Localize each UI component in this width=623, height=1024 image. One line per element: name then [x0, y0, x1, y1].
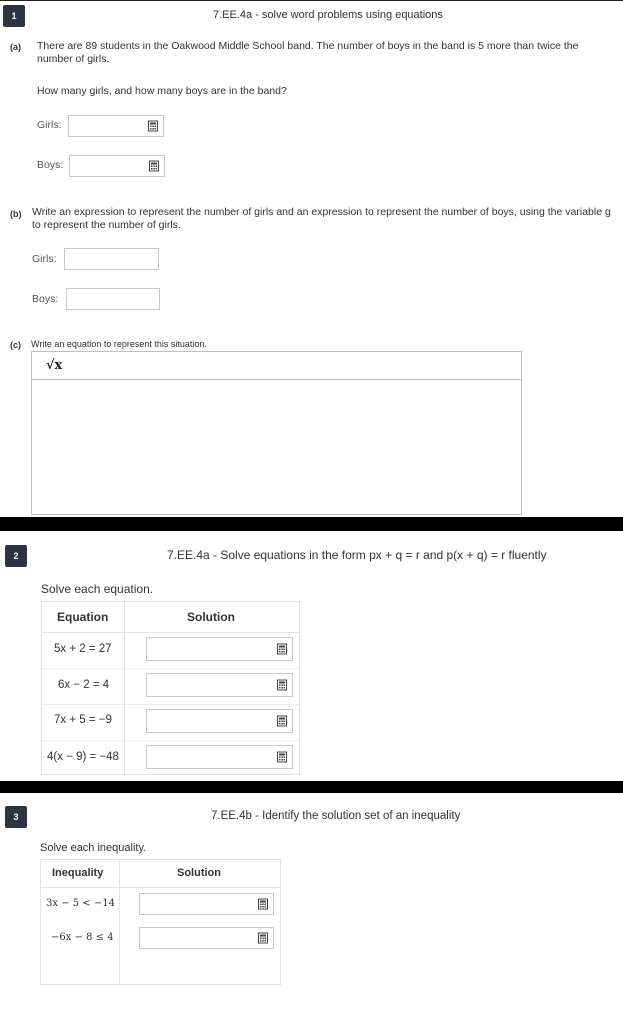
top-rule: [0, 0, 623, 1]
solution-input[interactable]: [139, 927, 274, 949]
column-header-solution: Solution: [177, 867, 221, 879]
square-root-icon[interactable]: √x: [46, 358, 63, 373]
equation-editor: [31, 351, 522, 515]
boys-label: Boys:: [37, 159, 64, 171]
part-b-label: (b): [10, 209, 22, 219]
calculator-icon[interactable]: [277, 752, 287, 763]
part-a-text: There are 89 students in the Oakwood Middle School band. The number of boys in the band is 5 more than twice the number of girls.: [37, 40, 579, 65]
girls-expression-input[interactable]: [64, 248, 159, 270]
part-a-label: (a): [10, 42, 21, 52]
table-header-divider: [41, 632, 300, 633]
table-row-divider: [41, 740, 300, 741]
girls-answer-input[interactable]: [68, 115, 164, 137]
editor-toolbar: [32, 352, 521, 380]
solution-input[interactable]: [146, 709, 293, 733]
girls-label: Girls:: [37, 119, 62, 131]
equation-answer-area[interactable]: [32, 381, 521, 514]
question-number-badge: 2: [5, 545, 27, 567]
boys-expression-input[interactable]: [66, 288, 160, 310]
solution-input[interactable]: [146, 673, 293, 697]
table-row-divider: [41, 704, 300, 705]
girls-expression-label: Girls:: [32, 253, 57, 265]
table-column-divider: [119, 859, 120, 985]
question-prompt: Solve each equation.: [41, 582, 154, 596]
column-header-solution: Solution: [187, 610, 235, 624]
standard-title: 7.EE.4b - Identify the solution set of an inequality: [211, 810, 461, 822]
section-divider: [0, 517, 623, 531]
solution-input[interactable]: [146, 637, 293, 661]
question-prompt: Solve each inequality.: [40, 842, 147, 854]
question-number-badge: 1: [3, 5, 25, 27]
table-row-divider: [41, 668, 300, 669]
column-header-equation: Equation: [57, 610, 109, 624]
inequality-cell: −6x − 8 ≤ 4: [51, 932, 114, 943]
part-c-label: (c): [10, 340, 21, 350]
equation-cell: 6x − 2 = 4: [58, 679, 110, 691]
boys-expression-label: Boys:: [32, 293, 59, 305]
calculator-icon[interactable]: [148, 121, 158, 132]
solution-input[interactable]: [146, 745, 293, 769]
equation-cell: 4(x − 9) = −48: [47, 751, 119, 763]
standard-title: 7.EE.4a - solve word problems using equations: [213, 9, 443, 21]
section-divider: [0, 781, 623, 793]
part-c-text: Write an equation to represent this situation.: [31, 339, 207, 349]
solution-input[interactable]: [139, 893, 274, 915]
part-a-question: How many girls, and how many boys are in the band?: [37, 85, 287, 97]
boys-answer-input[interactable]: [69, 155, 165, 177]
column-header-inequality: Inequality: [52, 867, 104, 879]
standard-title: 7.EE.4a - Solve equations in the form px + q = r and p(x + q) = r fluently: [167, 548, 547, 562]
calculator-icon[interactable]: [277, 716, 287, 727]
equation-cell: 5x + 2 = 27: [54, 643, 112, 655]
calculator-icon[interactable]: [258, 933, 268, 944]
table-column-divider: [124, 601, 125, 775]
calculator-icon[interactable]: [277, 680, 287, 691]
calculator-icon[interactable]: [277, 644, 287, 655]
calculator-icon[interactable]: [149, 161, 159, 172]
equation-cell: 7x + 5 = −9: [54, 714, 112, 726]
question-number-badge: 3: [5, 806, 27, 828]
calculator-icon[interactable]: [258, 899, 268, 910]
inequality-cell: 3x − 5 < −14: [46, 898, 115, 909]
table-header-divider: [40, 887, 281, 888]
part-b-text: Write an expression to represent the number of girls and an expression to represent the number of boys, using the variable g to represent the number of girls.: [32, 206, 611, 231]
